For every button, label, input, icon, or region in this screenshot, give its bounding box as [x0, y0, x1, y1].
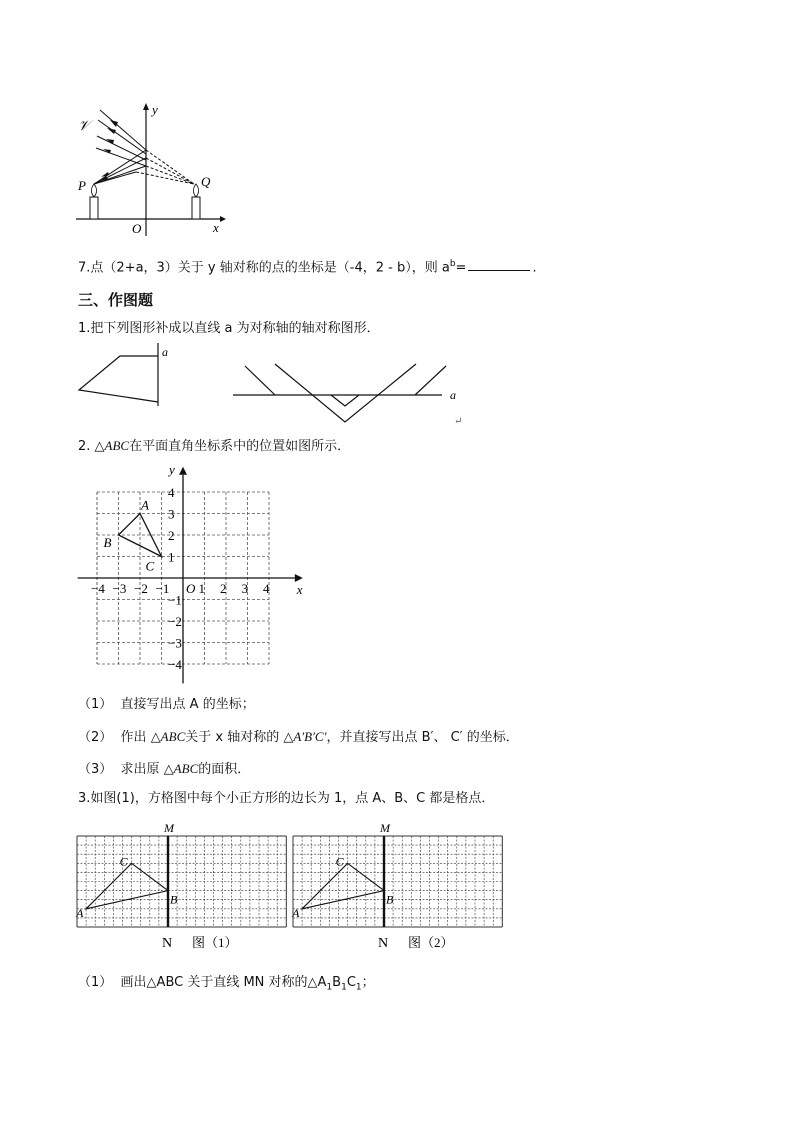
triangle-abc [86, 863, 168, 909]
problem-2-statement: 在平面直角坐标系中的位置如图所示． [129, 439, 351, 454]
label-n: N [162, 936, 173, 951]
sub1-number: （1） [78, 697, 113, 712]
problem-3-sub1 [78, 974, 375, 997]
figure-caption: 图（2） [408, 935, 454, 950]
sub3-number: （3） [78, 762, 113, 777]
y-tick-label: 3 [168, 506, 175, 522]
problem-3-text: 3.如图(1)，方格图中每个小正方形的边长为 1，点 A、B、C 都是格点． [78, 791, 495, 806]
p3-sub1-sub2: 1 [341, 982, 347, 993]
x-tick-label: 3 [241, 581, 248, 596]
point-c-label: C [335, 854, 344, 869]
eye-icon: 𝒱 [78, 119, 90, 134]
q7-answer-blank[interactable] [468, 258, 530, 271]
p3-sub1-sub1: 1 [326, 982, 333, 993]
point-a-label: A [141, 497, 149, 513]
x-tick-label: 2 [220, 581, 227, 596]
sub3-triangle: △ABC [163, 761, 199, 776]
point-p-label: P [78, 178, 86, 193]
sub2-text-c: ，并直接写出点 B′、 C′ 的坐标． [326, 730, 519, 745]
axis-label-a-left: a [162, 345, 168, 359]
wing-right [415, 366, 446, 395]
return-mark: ↵ [454, 416, 463, 427]
problem-1-text: 1.把下列图形补成以直线 a 为对称轴的轴对称图形． [78, 321, 380, 336]
sub2-number: （2） [78, 730, 113, 745]
label-m: M [164, 821, 174, 835]
p3-sub1-b: B [332, 975, 342, 990]
y-tick-label: −4 [168, 657, 182, 672]
flame-left [91, 184, 96, 197]
sub2-text-a: 作出 [120, 730, 151, 745]
reflection-figure [70, 100, 230, 240]
x-axis-label: x [296, 582, 303, 597]
problem-2-sub3 [78, 760, 250, 779]
y-tick-label: −3 [168, 635, 182, 651]
y-tick-label: 1 [168, 549, 175, 565]
origin-label: O [186, 581, 196, 596]
grid-figure-2 [290, 818, 506, 956]
sub2-triangle-prime: △A′B′C′ [283, 729, 327, 744]
y-tick-label: −2 [168, 614, 182, 629]
problem-2-text [78, 437, 350, 456]
grid-figure-1 [74, 818, 290, 956]
candle-left [90, 197, 98, 219]
x-tick-label: 4 [263, 581, 270, 596]
y-axis-label: y [152, 102, 158, 117]
sub2-triangle: △ABC [150, 729, 186, 744]
point-b-label: B [170, 892, 178, 907]
sub2-text-b: 关于 x 轴对称的 [185, 730, 284, 745]
p3-sub1-end: ； [361, 975, 375, 990]
p3-sub1-number: （1） [78, 975, 113, 990]
p3-sub1-sub3: 1 [355, 982, 362, 993]
sub1-text: 直接写出点 A 的坐标； [120, 697, 255, 712]
problem-2-sub2 [78, 728, 519, 747]
half-shape-right [245, 366, 275, 395]
point-a-label: A [76, 905, 84, 920]
problem-1-figures [70, 340, 470, 430]
q7-equals: = [455, 260, 467, 276]
x-axis-arrow [295, 574, 303, 582]
label-n: N [378, 936, 389, 951]
triangle-abc-label: △ABC [94, 438, 130, 453]
x-tick-label: −4 [91, 581, 105, 596]
x-tick-label: −2 [134, 581, 148, 596]
figure-caption: 图（1） [192, 935, 238, 950]
x-tick-label: −1 [155, 581, 170, 596]
p3-sub1-c: C [346, 975, 356, 990]
origin-label: O [132, 221, 142, 236]
y-axis-arrow [179, 467, 187, 475]
axis-label-a-right: a [450, 388, 456, 402]
q7-superscript: b [449, 259, 456, 269]
point-b-label: B [386, 892, 394, 907]
y-axis-arrow [143, 103, 149, 110]
v-shape-right [275, 364, 416, 422]
point-c-label: C [119, 854, 128, 869]
problem-2-sub1 [78, 696, 255, 714]
small-v-right [331, 395, 359, 406]
candle-right [192, 197, 200, 219]
x-tick-label: −3 [112, 581, 127, 596]
problem-2-number: 2. [78, 439, 95, 454]
point-a-label: A [292, 905, 300, 920]
coordinate-grid [70, 461, 303, 685]
half-shape-left [79, 356, 158, 402]
y-tick-label: −1 [168, 592, 182, 608]
p3-sub1-text: 画出△ABC 关于直线 MN 对称的△A [120, 975, 327, 990]
flame-right [193, 184, 198, 197]
x-tick-label: 1 [198, 581, 205, 596]
sub3-text-a: 求出原 [120, 762, 164, 777]
section-title: 三、作图题 [78, 291, 154, 309]
y-axis-label: y [169, 461, 175, 477]
point-b-label: B [103, 535, 112, 550]
label-m: M [380, 821, 390, 835]
question-7 [78, 255, 537, 277]
triangle-abc [302, 863, 384, 909]
x-axis-arrow [220, 216, 226, 222]
point-c-label: C [145, 558, 155, 574]
x-axis-label: x [213, 220, 219, 235]
q7-period: . [532, 260, 537, 276]
y-tick-label: 4 [168, 485, 175, 500]
sub3-text-b: 的面积． [198, 762, 251, 777]
y-tick-label: 2 [168, 528, 175, 543]
q7-text: 7.点（2+a，3）关于 y 轴对称的点的坐标是（-4，2 - b），则 a [78, 260, 450, 276]
point-q-label: Q [201, 174, 211, 189]
